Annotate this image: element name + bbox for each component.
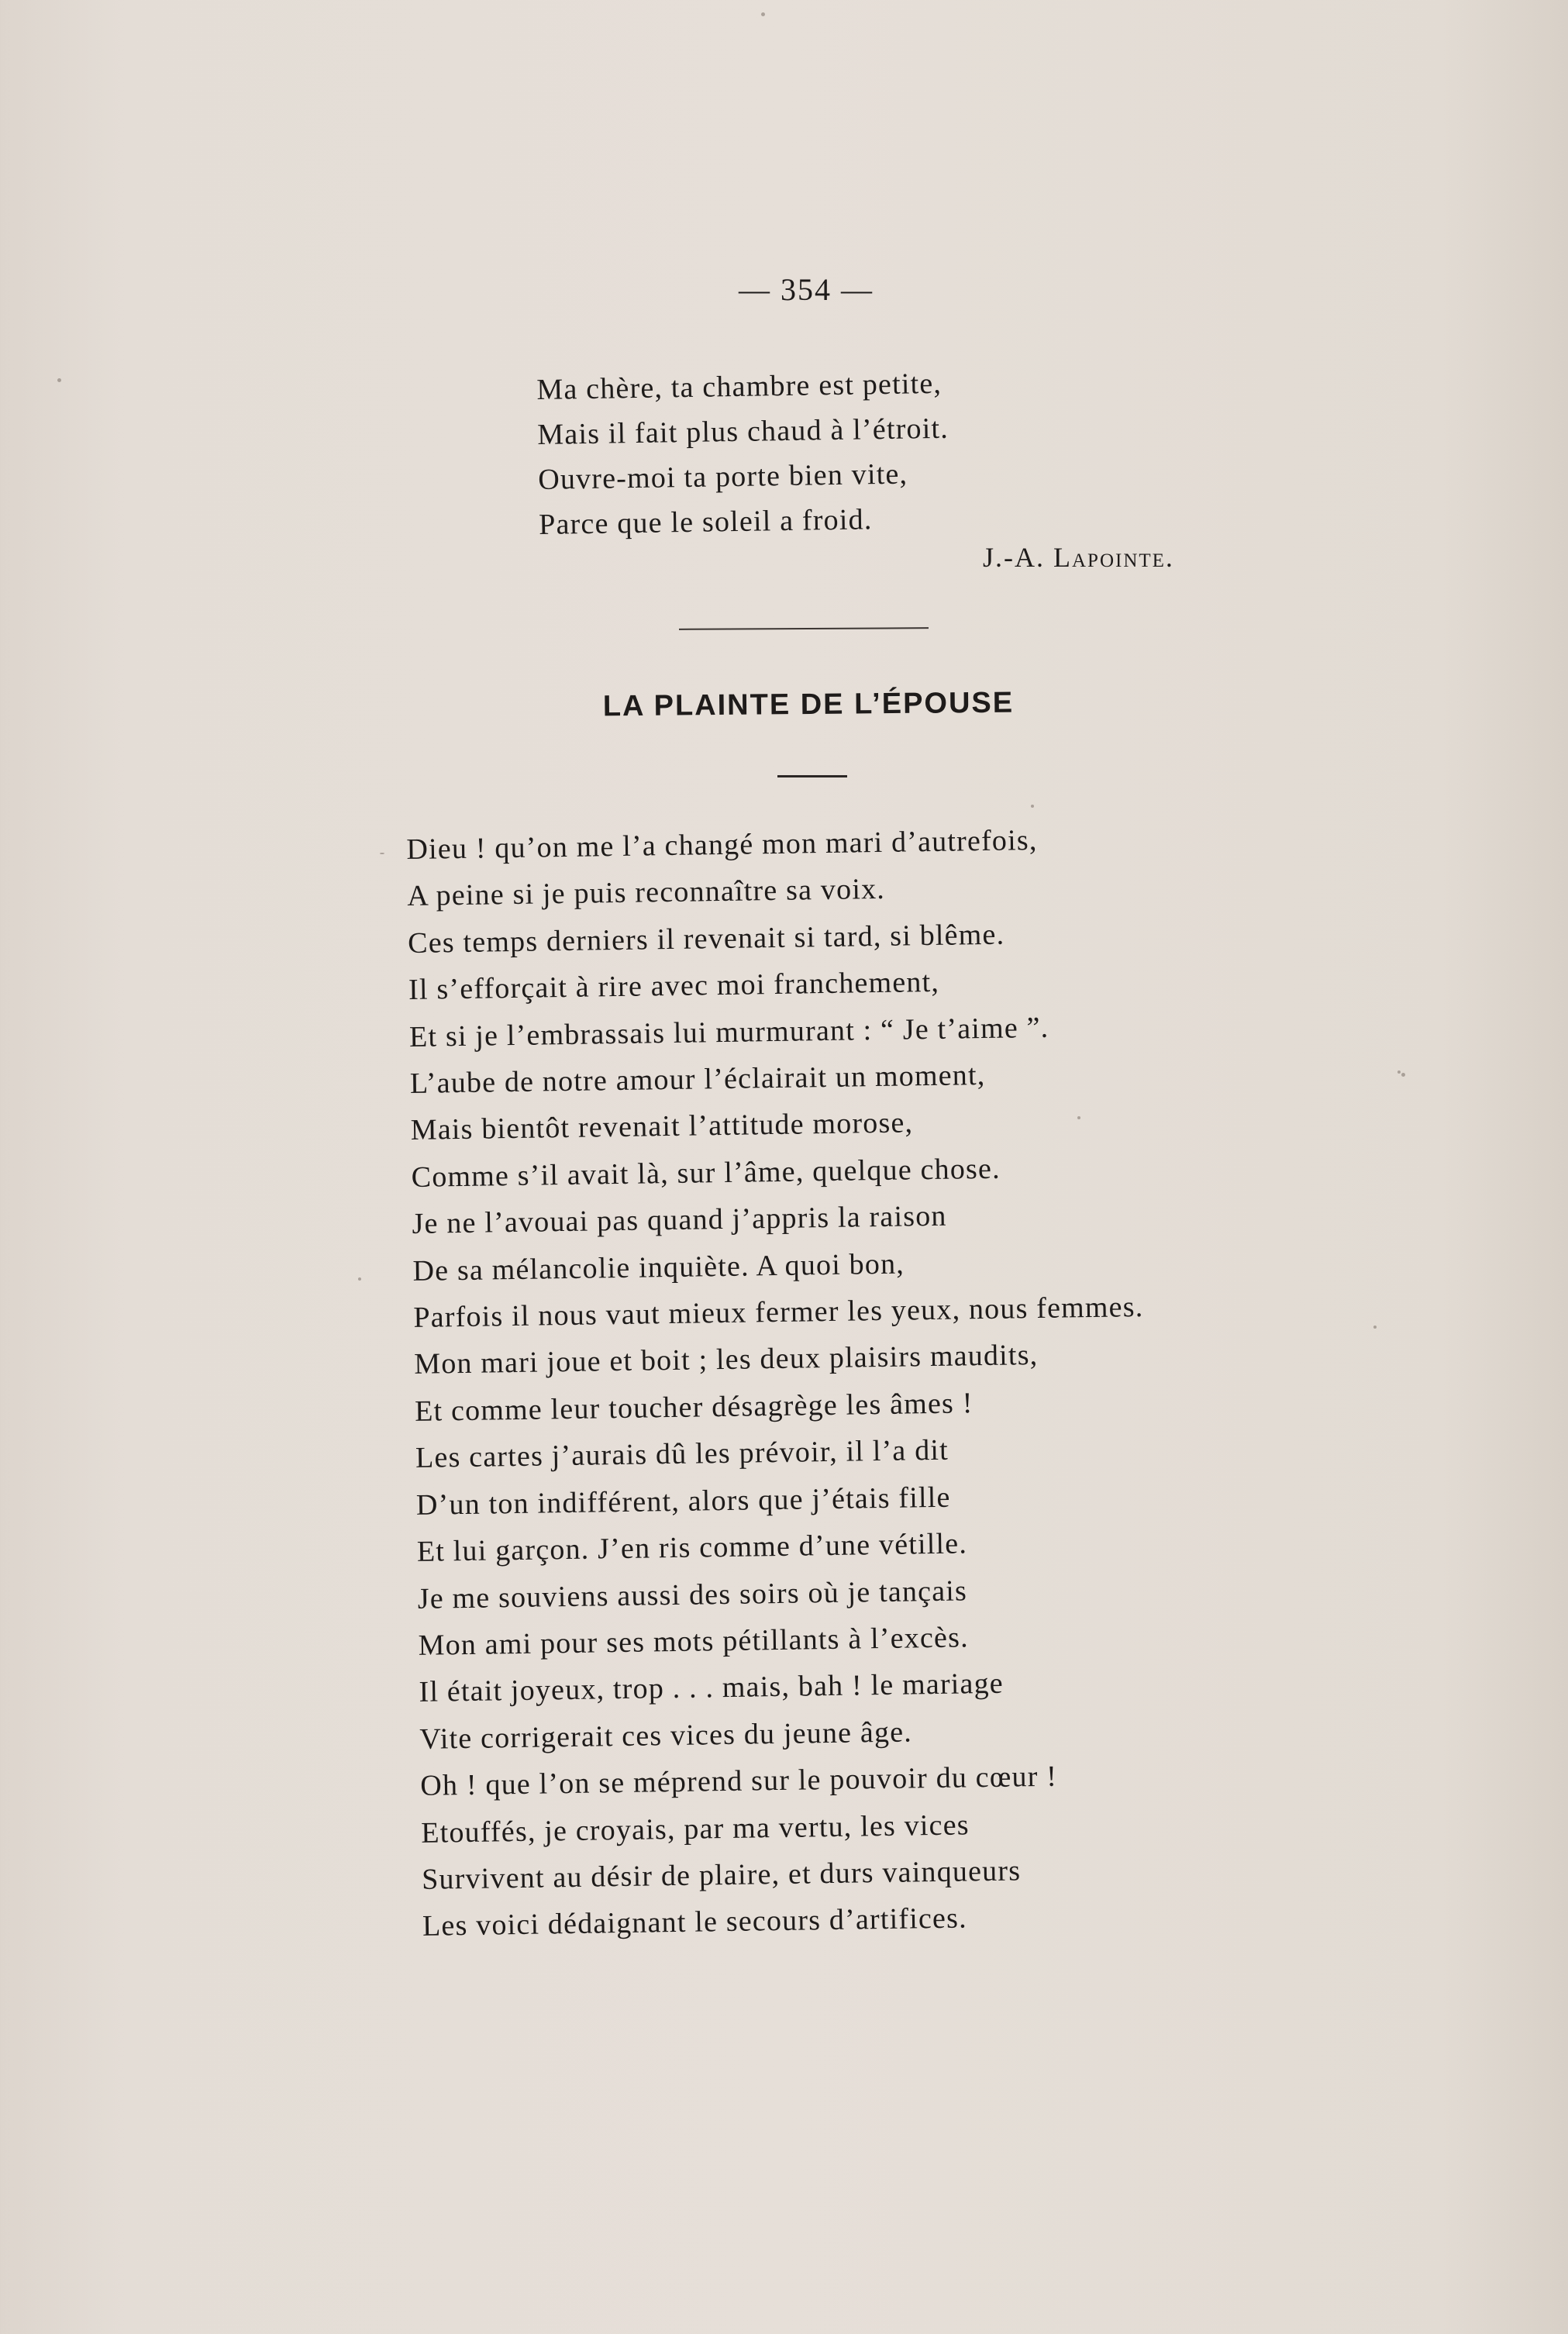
previous-poem-stanza [536,361,950,547]
paper-speck [1401,1073,1405,1077]
verse-line: Mon mari joue et boit ; les deux plaisirs maudits, [413,1339,1039,1381]
paper-speck [1397,1070,1401,1074]
verse-line: Ma chère, ta chambre est petite, [536,367,943,406]
verse-line: Ces temps derniers il revenait si tard, si blême. [407,918,1005,960]
title-underline [777,775,847,777]
verse-line: Les voici dédaignant le secours d’artifices. [422,1901,968,1943]
verse-line: Les cartes j’aurais dû les prévoir, il l’a dit [415,1433,949,1475]
verse-line: Mon ami pour ses mots pétillants à l’excès. [418,1621,970,1662]
verse-line: Parce que le soleil a froid. [538,503,873,541]
verse-line: Il s’efforçait à rire avec moi franchement, [408,966,940,1007]
paper-speck [380,853,384,854]
verse-line: Je me souviens aussi des soirs où je tançais [417,1574,968,1615]
verse-line: A peine si je puis reconnaître sa voix. [407,873,886,913]
verse-line: D’un ton indifférent, alors que j’étais fille [415,1481,951,1522]
section-divider [679,627,929,630]
verse-line: Ouvre-moi ta porte bien vite, [537,457,908,496]
paper-speck [1031,805,1034,808]
paper-speck [358,1277,361,1281]
paper-speck [1077,1116,1080,1119]
verse-line: Je ne l’avouai pas quand j’appris la raison [412,1199,947,1241]
paper-speck [761,12,765,16]
poem-body [406,815,1153,1950]
verse-line: Oh ! que l’on se méprend sur le pouvoir du cœur ! [420,1760,1058,1802]
verse-line: Et lui garçon. J’en ris comme d’une vétille. [416,1527,968,1568]
verse-line: Dieu ! qu’on me l’a changé mon mari d’autrefois, [406,823,1038,866]
verse-line: Il était joyeux, trop . . . mais, bah ! le mariage [419,1667,1005,1709]
poem-title: LA PLAINTE DE L’ÉPOUSE [602,686,1015,723]
verse-line: Survivent au désir de plaire, et durs vainqueurs [421,1854,1022,1896]
verse-line: De sa mélancolie inquiète. A quoi bon, [412,1247,905,1288]
verse-line: Etouffés, je croyais, par ma vertu, les vices [420,1808,970,1850]
verse-line: Et si je l’embrassais lui murmurant : “ Je t’aime ”. [408,1011,1049,1053]
page-number: — 354 — [739,272,874,307]
verse-line: Vite corrigerait ces vices du jeune âge. [419,1715,913,1756]
verse-line: Mais bientôt revenait l’attitude morose, [410,1106,914,1147]
verse-line: Parfois il nous vaut mieux fermer les yeux, nous femmes. [413,1291,1144,1334]
verse-line: L’aube de notre amour l’éclairait un moment, [409,1058,986,1100]
paper-speck [1373,1326,1377,1329]
verse-line: Comme s’il avait là, sur l’âme, quelque chose. [411,1152,1001,1194]
verse-line: Mais il fait plus chaud à l’étroit. [537,412,949,451]
verse-line: Et comme leur toucher désagrège les âmes ! [414,1387,974,1428]
paper-speck [57,378,61,382]
author-signature: J.-A. Lapointe. [983,542,1174,573]
